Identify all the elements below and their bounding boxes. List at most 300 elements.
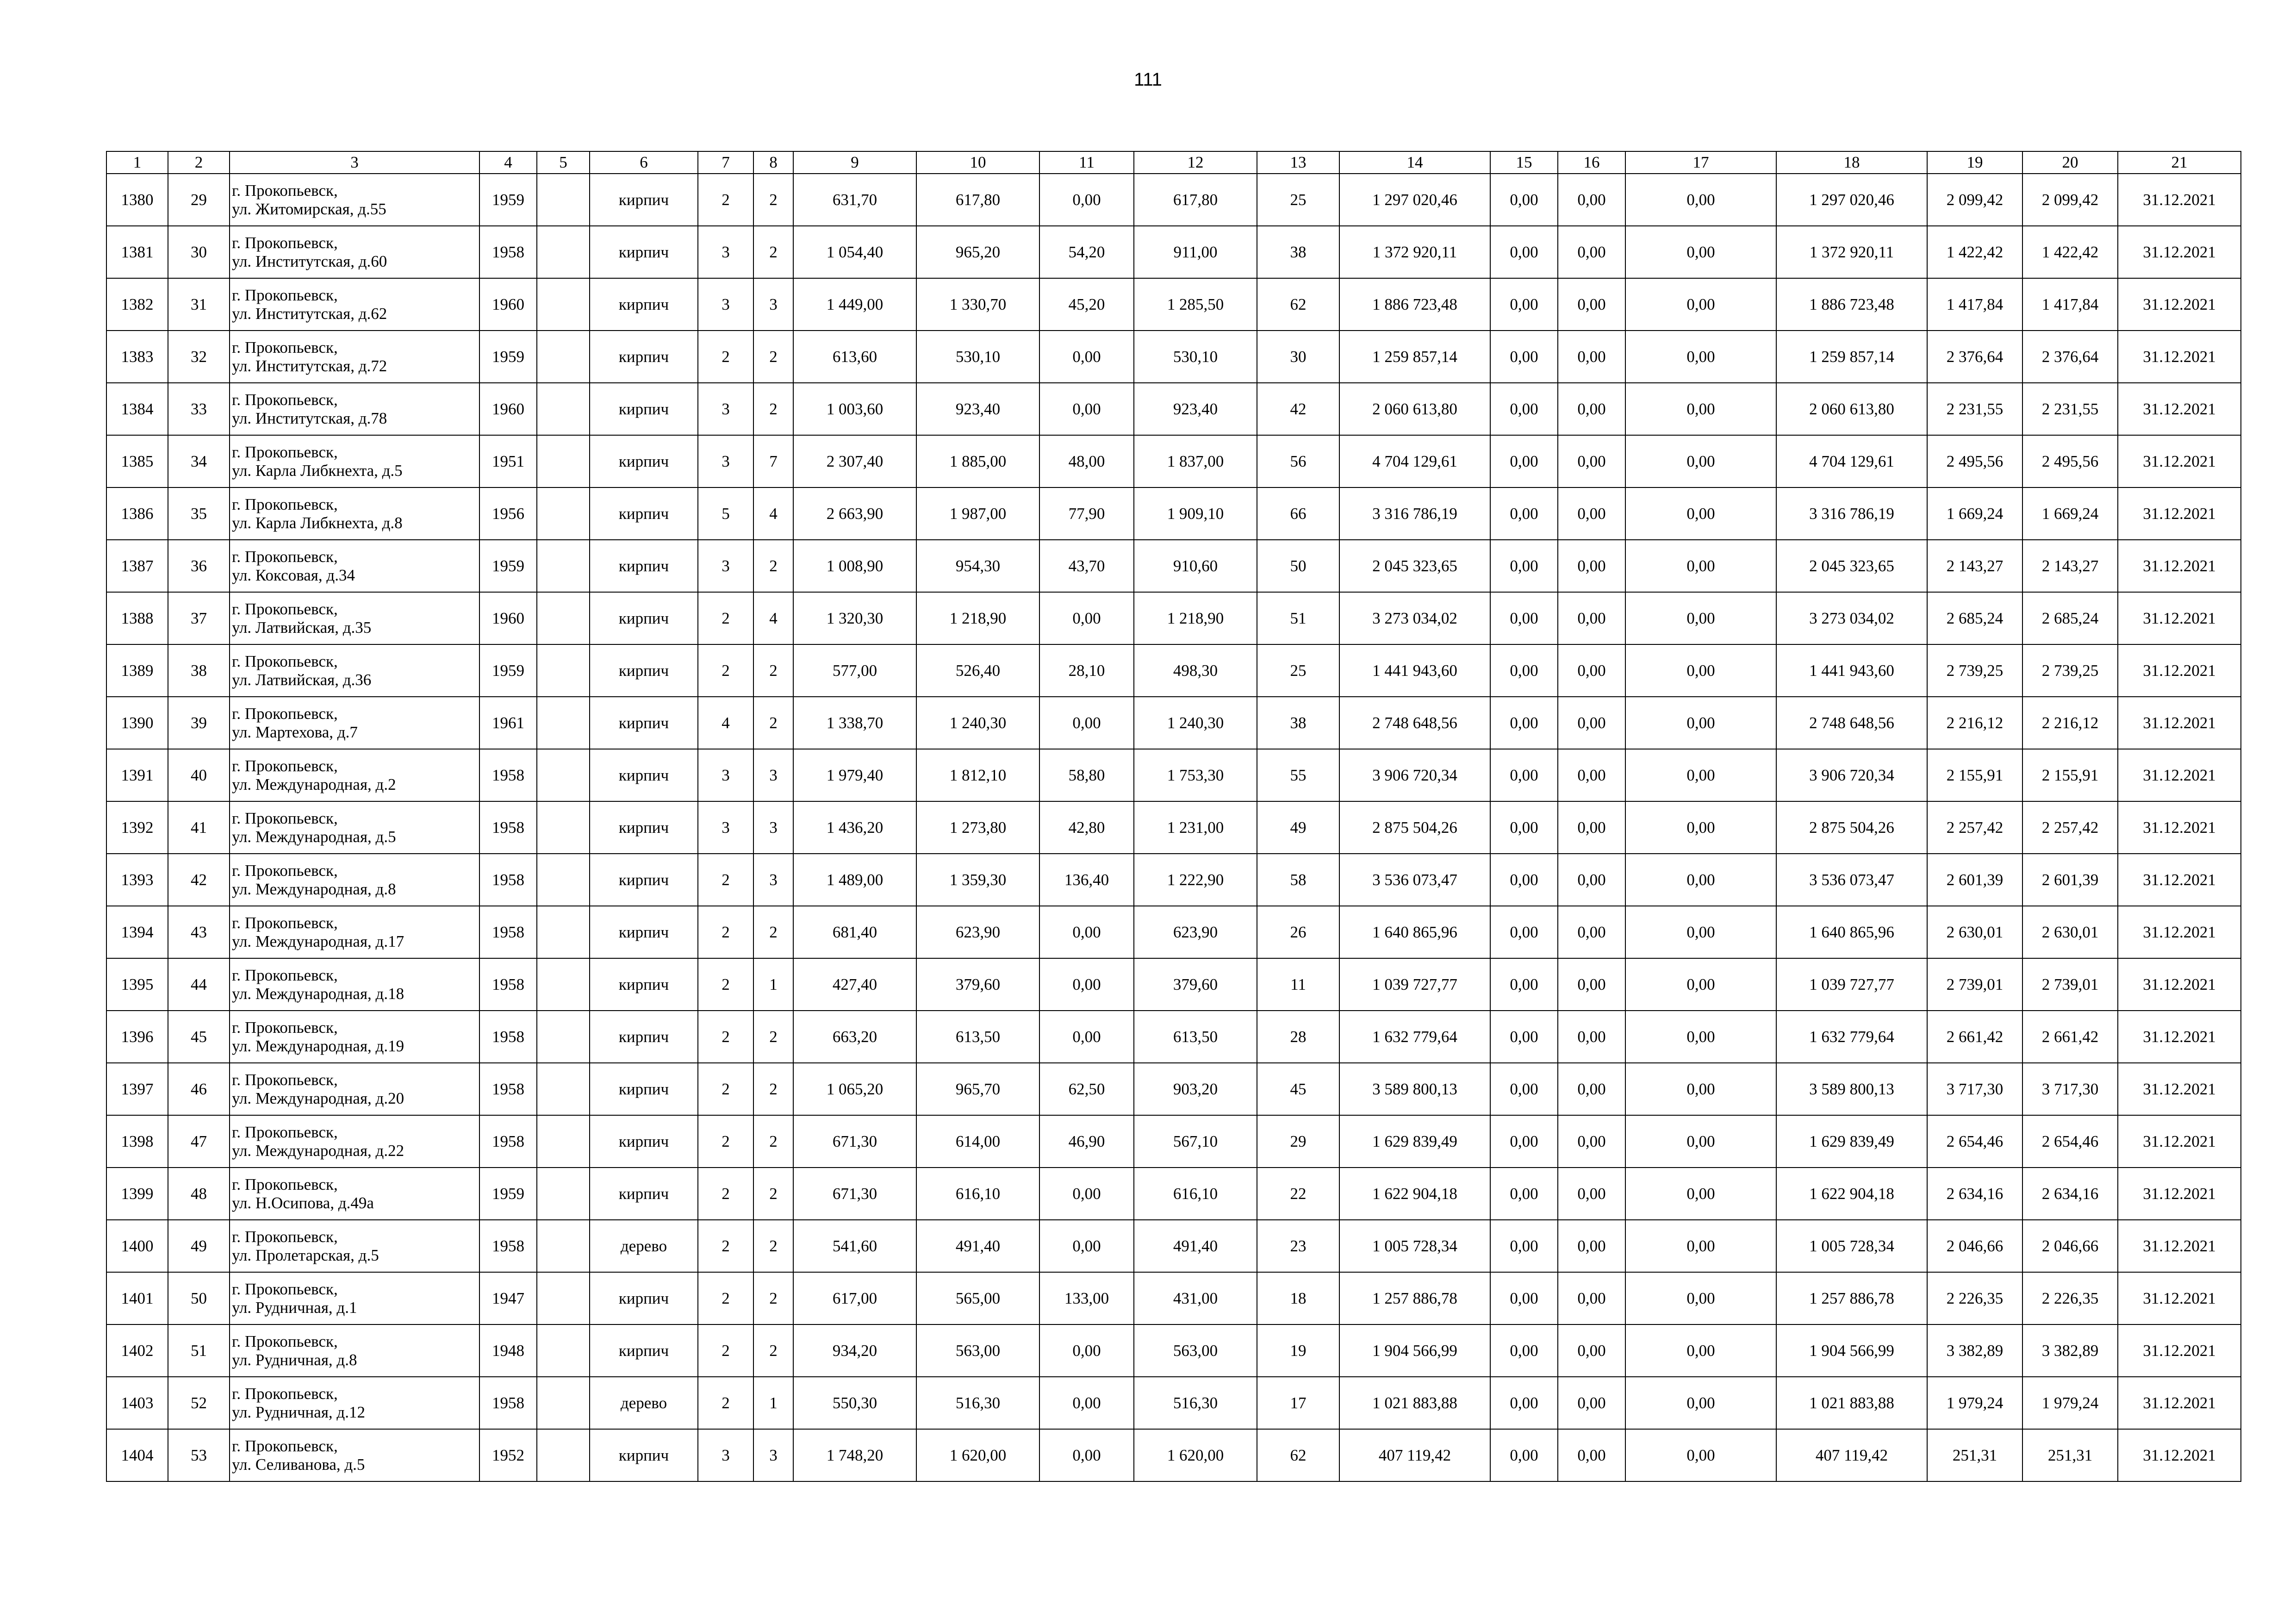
cell-col5	[537, 1220, 590, 1272]
cell-unit-cost-19: 2 739,25	[1927, 644, 2022, 697]
cell-cost-17: 0,00	[1625, 383, 1776, 435]
cell-date: 31.12.2021	[2118, 1220, 2241, 1272]
cell-cost-15: 0,00	[1490, 1115, 1558, 1168]
cell-cost-16: 0,00	[1558, 383, 1625, 435]
cell-unit-cost-20: 2 257,42	[2022, 801, 2118, 854]
cell-address	[230, 487, 479, 540]
cell-unit-cost-20: 2 634,16	[2022, 1168, 2118, 1220]
cell-cost-total: 1 904 566,99	[1339, 1324, 1490, 1377]
address-city: г. Прокопьевск,	[232, 1123, 338, 1141]
cell-count-13: 38	[1257, 697, 1339, 749]
address-city: г. Прокопьевск,	[232, 338, 338, 356]
cell-area-12: 1 231,00	[1134, 801, 1257, 854]
address-street: ул. Институтская, д.78	[232, 409, 387, 427]
table-row	[106, 383, 2241, 435]
cell-cost-17: 0,00	[1625, 958, 1776, 1011]
cell-area-12: 613,50	[1134, 1011, 1257, 1063]
address-street: ул. Рудничная, д.8	[232, 1350, 357, 1369]
cell-cost-16: 0,00	[1558, 592, 1625, 644]
cell-count-13: 19	[1257, 1324, 1339, 1377]
cell-area-11: 0,00	[1039, 1324, 1134, 1377]
cell-cost-17: 0,00	[1625, 592, 1776, 644]
cell-area-12: 379,60	[1134, 958, 1257, 1011]
cell-entrances: 2	[753, 1272, 793, 1324]
cell-col5	[537, 174, 590, 226]
cell-material: кирпич	[590, 278, 698, 331]
cell-address	[230, 801, 479, 854]
cell-cost-18: 1 629 839,49	[1776, 1115, 1927, 1168]
address-street: ул. Латвийская, д.35	[232, 618, 372, 637]
cell-area-12: 910,60	[1134, 540, 1257, 592]
cell-year: 1958	[479, 801, 537, 854]
cell-unit-cost-19: 2 231,55	[1927, 383, 2022, 435]
column-header: 21	[2118, 151, 2241, 174]
cell-area-12: 903,20	[1134, 1063, 1257, 1115]
cell-area-11: 0,00	[1039, 174, 1134, 226]
cell-cost-15: 0,00	[1490, 644, 1558, 697]
cell-area-11: 133,00	[1039, 1272, 1134, 1324]
cell-count-13: 62	[1257, 278, 1339, 331]
cell-unit-cost-20: 2 654,46	[2022, 1115, 2118, 1168]
cell-count-13: 50	[1257, 540, 1339, 592]
cell-row-number: 1387	[106, 540, 168, 592]
cell-unit-cost-19: 2 257,42	[1927, 801, 2022, 854]
cell-unit-cost-19: 2 376,64	[1927, 331, 2022, 383]
table-row	[106, 644, 2241, 697]
cell-total-area: 1 065,20	[793, 1063, 916, 1115]
cell-area-11: 62,50	[1039, 1063, 1134, 1115]
cell-cost-18: 1 021 883,88	[1776, 1377, 1927, 1429]
cell-area-10: 379,60	[916, 958, 1039, 1011]
cell-row-number: 1395	[106, 958, 168, 1011]
cell-cost-18: 3 589 800,13	[1776, 1063, 1927, 1115]
cell-area-12: 923,40	[1134, 383, 1257, 435]
cell-area-11: 58,80	[1039, 749, 1134, 801]
address-city: г. Прокопьевск,	[232, 1175, 338, 1193]
cell-year: 1958	[479, 1220, 537, 1272]
cell-count-13: 30	[1257, 331, 1339, 383]
address-city: г. Прокопьевск,	[232, 547, 338, 566]
cell-cost-16: 0,00	[1558, 854, 1625, 906]
cell-unit-cost-19: 2 216,12	[1927, 697, 2022, 749]
cell-address	[230, 854, 479, 906]
table-row	[106, 749, 2241, 801]
cell-cost-18: 1 640 865,96	[1776, 906, 1927, 958]
cell-material: кирпич	[590, 1429, 698, 1481]
cell-floors: 3	[698, 749, 753, 801]
cell-floors: 2	[698, 1168, 753, 1220]
address-street: ул. Международная, д.5	[232, 827, 396, 846]
address-street: ул. Коксовая, д.34	[232, 566, 355, 584]
cell-material: кирпич	[590, 697, 698, 749]
cell-floors: 3	[698, 540, 753, 592]
table-row	[106, 331, 2241, 383]
table-row	[106, 278, 2241, 331]
cell-area-12: 1 285,50	[1134, 278, 1257, 331]
cell-material: кирпич	[590, 540, 698, 592]
cell-material: кирпич	[590, 1063, 698, 1115]
table-row	[106, 1324, 2241, 1377]
cell-row-number: 1381	[106, 226, 168, 278]
cell-total-area: 1 748,20	[793, 1429, 916, 1481]
cell-count-13: 45	[1257, 1063, 1339, 1115]
cell-total-area: 671,30	[793, 1168, 916, 1220]
cell-unit-cost-19: 2 685,24	[1927, 592, 2022, 644]
cell-entrances: 2	[753, 226, 793, 278]
cell-cost-16: 0,00	[1558, 1429, 1625, 1481]
column-header: 5	[537, 151, 590, 174]
cell-area-12: 567,10	[1134, 1115, 1257, 1168]
cell-entrances: 3	[753, 801, 793, 854]
cell-count-13: 42	[1257, 383, 1339, 435]
cell-count-13: 58	[1257, 854, 1339, 906]
cell-count-13: 55	[1257, 749, 1339, 801]
cell-col5	[537, 592, 590, 644]
address-city: г. Прокопьевск,	[232, 809, 338, 827]
cell-row-number: 1382	[106, 278, 168, 331]
cell-count-13: 26	[1257, 906, 1339, 958]
cell-col5	[537, 749, 590, 801]
cell-material: кирпич	[590, 854, 698, 906]
cell-cost-18: 1 622 904,18	[1776, 1168, 1927, 1220]
cell-area-12: 516,30	[1134, 1377, 1257, 1429]
cell-unit-cost-19: 2 654,46	[1927, 1115, 2022, 1168]
cell-cost-17: 0,00	[1625, 331, 1776, 383]
cell-area-10: 1 240,30	[916, 697, 1039, 749]
address-city: г. Прокопьевск,	[232, 966, 338, 984]
cell-total-area: 663,20	[793, 1011, 916, 1063]
column-header: 3	[230, 151, 479, 174]
header-row	[106, 151, 2241, 174]
cell-cost-18: 1 904 566,99	[1776, 1324, 1927, 1377]
cell-address	[230, 958, 479, 1011]
cell-area-11: 0,00	[1039, 1168, 1134, 1220]
cell-count-13: 38	[1257, 226, 1339, 278]
cell-cost-total: 2 060 613,80	[1339, 383, 1490, 435]
cell-row-number: 1401	[106, 1272, 168, 1324]
column-header: 4	[479, 151, 537, 174]
address-street: ул. Международная, д.17	[232, 932, 404, 950]
cell-cost-total: 1 039 727,77	[1339, 958, 1490, 1011]
cell-date: 31.12.2021	[2118, 1377, 2241, 1429]
cell-entrances: 4	[753, 592, 793, 644]
cell-year: 1960	[479, 383, 537, 435]
cell-unit-cost-20: 2 155,91	[2022, 749, 2118, 801]
cell-date: 31.12.2021	[2118, 697, 2241, 749]
cell-row-number: 1398	[106, 1115, 168, 1168]
cell-cost-15: 0,00	[1490, 906, 1558, 958]
cell-item-number: 51	[168, 1324, 230, 1377]
cell-floors: 3	[698, 278, 753, 331]
address-street: ул. Рудничная, д.1	[232, 1298, 357, 1317]
cell-cost-16: 0,00	[1558, 1272, 1625, 1324]
cell-address	[230, 1272, 479, 1324]
cell-cost-18: 3 906 720,34	[1776, 749, 1927, 801]
cell-count-13: 18	[1257, 1272, 1339, 1324]
table-row	[106, 487, 2241, 540]
cell-floors: 3	[698, 1429, 753, 1481]
cell-cost-18: 2 045 323,65	[1776, 540, 1927, 592]
cell-area-11: 42,80	[1039, 801, 1134, 854]
cell-item-number: 47	[168, 1115, 230, 1168]
cell-cost-16: 0,00	[1558, 174, 1625, 226]
cell-address	[230, 331, 479, 383]
cell-cost-15: 0,00	[1490, 854, 1558, 906]
cell-item-number: 35	[168, 487, 230, 540]
cell-unit-cost-20: 251,31	[2022, 1429, 2118, 1481]
cell-unit-cost-19: 2 143,27	[1927, 540, 2022, 592]
column-header: 19	[1927, 151, 2022, 174]
cell-total-area: 1 008,90	[793, 540, 916, 592]
cell-area-11: 77,90	[1039, 487, 1134, 540]
cell-material: кирпич	[590, 1011, 698, 1063]
cell-col5	[537, 644, 590, 697]
cell-entrances: 3	[753, 278, 793, 331]
cell-total-area: 577,00	[793, 644, 916, 697]
cell-cost-18: 3 316 786,19	[1776, 487, 1927, 540]
cell-area-10: 623,90	[916, 906, 1039, 958]
cell-cost-total: 1 441 943,60	[1339, 644, 1490, 697]
cell-area-12: 491,40	[1134, 1220, 1257, 1272]
cell-total-area: 681,40	[793, 906, 916, 958]
cell-date: 31.12.2021	[2118, 592, 2241, 644]
cell-total-area: 1 338,70	[793, 697, 916, 749]
cell-area-10: 965,20	[916, 226, 1039, 278]
cell-total-area: 617,00	[793, 1272, 916, 1324]
cell-col5	[537, 487, 590, 540]
cell-entrances: 2	[753, 1220, 793, 1272]
cell-cost-17: 0,00	[1625, 487, 1776, 540]
cell-row-number: 1380	[106, 174, 168, 226]
column-header: 12	[1134, 151, 1257, 174]
cell-entrances: 1	[753, 958, 793, 1011]
cell-year: 1951	[479, 435, 537, 487]
address-street: ул. Международная, д.20	[232, 1089, 404, 1107]
cell-unit-cost-19: 2 601,39	[1927, 854, 2022, 906]
cell-col5	[537, 331, 590, 383]
address-city: г. Прокопьевск,	[232, 390, 338, 409]
cell-count-13: 23	[1257, 1220, 1339, 1272]
cell-year: 1960	[479, 278, 537, 331]
cell-row-number: 1396	[106, 1011, 168, 1063]
table-row	[106, 697, 2241, 749]
address-city: г. Прокопьевск,	[232, 1018, 338, 1037]
cell-material: дерево	[590, 1220, 698, 1272]
cell-date: 31.12.2021	[2118, 906, 2241, 958]
address-street: ул. Мартехова, д.7	[232, 723, 358, 741]
cell-year: 1958	[479, 906, 537, 958]
cell-address	[230, 278, 479, 331]
cell-cost-16: 0,00	[1558, 749, 1625, 801]
cell-row-number: 1383	[106, 331, 168, 383]
cell-floors: 2	[698, 1377, 753, 1429]
cell-row-number: 1390	[106, 697, 168, 749]
cell-cost-18: 2 875 504,26	[1776, 801, 1927, 854]
column-header: 1	[106, 151, 168, 174]
cell-cost-15: 0,00	[1490, 1168, 1558, 1220]
cell-total-area: 671,30	[793, 1115, 916, 1168]
cell-area-10: 954,30	[916, 540, 1039, 592]
cell-item-number: 41	[168, 801, 230, 854]
cell-total-area: 1 003,60	[793, 383, 916, 435]
cell-item-number: 44	[168, 958, 230, 1011]
cell-item-number: 40	[168, 749, 230, 801]
page-number: 111	[1134, 69, 1162, 90]
cell-year: 1959	[479, 174, 537, 226]
cell-cost-18: 1 441 943,60	[1776, 644, 1927, 697]
cell-floors: 3	[698, 435, 753, 487]
cell-cost-total: 3 536 073,47	[1339, 854, 1490, 906]
cell-area-11: 0,00	[1039, 697, 1134, 749]
cell-cost-18: 1 632 779,64	[1776, 1011, 1927, 1063]
table-row	[106, 1168, 2241, 1220]
cell-cost-total: 1 640 865,96	[1339, 906, 1490, 958]
cell-cost-17: 0,00	[1625, 435, 1776, 487]
cell-cost-17: 0,00	[1625, 1168, 1776, 1220]
cell-cost-total: 1 297 020,46	[1339, 174, 1490, 226]
cell-item-number: 48	[168, 1168, 230, 1220]
cell-floors: 2	[698, 1220, 753, 1272]
cell-cost-15: 0,00	[1490, 958, 1558, 1011]
cell-item-number: 30	[168, 226, 230, 278]
cell-count-13: 51	[1257, 592, 1339, 644]
cell-row-number: 1386	[106, 487, 168, 540]
cell-area-12: 1 218,90	[1134, 592, 1257, 644]
column-header: 16	[1558, 151, 1625, 174]
cell-col5	[537, 1377, 590, 1429]
cell-area-11: 0,00	[1039, 958, 1134, 1011]
cell-area-11: 0,00	[1039, 1429, 1134, 1481]
cell-material: дерево	[590, 1377, 698, 1429]
cell-item-number: 50	[168, 1272, 230, 1324]
cell-count-13: 62	[1257, 1429, 1339, 1481]
table-row	[106, 1272, 2241, 1324]
address-street: ул. Международная, д.22	[232, 1141, 404, 1160]
cell-address	[230, 383, 479, 435]
cell-date: 31.12.2021	[2118, 435, 2241, 487]
cell-row-number: 1388	[106, 592, 168, 644]
cell-total-area: 550,30	[793, 1377, 916, 1429]
cell-floors: 2	[698, 644, 753, 697]
cell-date: 31.12.2021	[2118, 1168, 2241, 1220]
cell-count-13: 11	[1257, 958, 1339, 1011]
cell-unit-cost-19: 1 979,24	[1927, 1377, 2022, 1429]
cell-cost-15: 0,00	[1490, 592, 1558, 644]
cell-area-10: 563,00	[916, 1324, 1039, 1377]
cell-entrances: 2	[753, 644, 793, 697]
cell-date: 31.12.2021	[2118, 278, 2241, 331]
cell-count-13: 66	[1257, 487, 1339, 540]
cell-area-10: 526,40	[916, 644, 1039, 697]
cell-cost-15: 0,00	[1490, 331, 1558, 383]
cell-cost-18: 1 005 728,34	[1776, 1220, 1927, 1272]
cell-col5	[537, 958, 590, 1011]
cell-cost-17: 0,00	[1625, 174, 1776, 226]
cell-area-11: 43,70	[1039, 540, 1134, 592]
cell-item-number: 53	[168, 1429, 230, 1481]
cell-cost-17: 0,00	[1625, 540, 1776, 592]
cell-cost-15: 0,00	[1490, 278, 1558, 331]
table-row	[106, 1011, 2241, 1063]
cell-cost-total: 1 622 904,18	[1339, 1168, 1490, 1220]
housing-register-table	[106, 151, 2241, 1482]
cell-cost-total: 1 629 839,49	[1339, 1115, 1490, 1168]
cell-address	[230, 906, 479, 958]
cell-address	[230, 644, 479, 697]
cell-total-area: 541,60	[793, 1220, 916, 1272]
cell-row-number: 1392	[106, 801, 168, 854]
cell-cost-total: 1 372 920,11	[1339, 226, 1490, 278]
cell-area-10: 1 330,70	[916, 278, 1039, 331]
cell-area-12: 1 620,00	[1134, 1429, 1257, 1481]
cell-cost-15: 0,00	[1490, 1272, 1558, 1324]
cell-area-10: 617,80	[916, 174, 1039, 226]
cell-total-area: 427,40	[793, 958, 916, 1011]
cell-area-10: 565,00	[916, 1272, 1039, 1324]
cell-cost-18: 407 119,42	[1776, 1429, 1927, 1481]
cell-area-12: 431,00	[1134, 1272, 1257, 1324]
cell-item-number: 31	[168, 278, 230, 331]
cell-cost-17: 0,00	[1625, 1377, 1776, 1429]
cell-unit-cost-20: 2 231,55	[2022, 383, 2118, 435]
cell-date: 31.12.2021	[2118, 1063, 2241, 1115]
cell-col5	[537, 435, 590, 487]
cell-cost-total: 1 632 779,64	[1339, 1011, 1490, 1063]
cell-cost-total: 1 021 883,88	[1339, 1377, 1490, 1429]
cell-row-number: 1385	[106, 435, 168, 487]
address-street: ул. Житомирская, д.55	[232, 200, 386, 218]
cell-col5	[537, 383, 590, 435]
cell-unit-cost-19: 2 046,66	[1927, 1220, 2022, 1272]
cell-area-12: 616,10	[1134, 1168, 1257, 1220]
cell-area-11: 0,00	[1039, 331, 1134, 383]
cell-cost-18: 1 259 857,14	[1776, 331, 1927, 383]
address-city: г. Прокопьевск,	[232, 1437, 338, 1455]
cell-item-number: 36	[168, 540, 230, 592]
cell-cost-16: 0,00	[1558, 1011, 1625, 1063]
cell-row-number: 1389	[106, 644, 168, 697]
cell-area-11: 28,10	[1039, 644, 1134, 697]
address-city: г. Прокопьевск,	[232, 600, 338, 618]
address-city: г. Прокопьевск,	[232, 1384, 338, 1403]
cell-cost-17: 0,00	[1625, 854, 1776, 906]
cell-area-12: 530,10	[1134, 331, 1257, 383]
cell-year: 1958	[479, 1115, 537, 1168]
cell-floors: 3	[698, 383, 753, 435]
cell-area-12: 911,00	[1134, 226, 1257, 278]
cell-col5	[537, 1429, 590, 1481]
cell-cost-17: 0,00	[1625, 1063, 1776, 1115]
cell-total-area: 1 320,30	[793, 592, 916, 644]
cell-year: 1958	[479, 854, 537, 906]
cell-area-12: 563,00	[1134, 1324, 1257, 1377]
cell-col5	[537, 1011, 590, 1063]
cell-area-11: 0,00	[1039, 906, 1134, 958]
cell-area-12: 498,30	[1134, 644, 1257, 697]
cell-area-11: 0,00	[1039, 383, 1134, 435]
address-city: г. Прокопьевск,	[232, 181, 338, 200]
cell-row-number: 1391	[106, 749, 168, 801]
cell-entrances: 2	[753, 1011, 793, 1063]
cell-unit-cost-20: 2 226,35	[2022, 1272, 2118, 1324]
cell-item-number: 32	[168, 331, 230, 383]
cell-item-number: 49	[168, 1220, 230, 1272]
cell-unit-cost-19: 3 382,89	[1927, 1324, 2022, 1377]
address-street: ул. Институтская, д.62	[232, 304, 387, 323]
cell-cost-total: 1 005 728,34	[1339, 1220, 1490, 1272]
cell-col5	[537, 1324, 590, 1377]
cell-cost-total: 3 906 720,34	[1339, 749, 1490, 801]
